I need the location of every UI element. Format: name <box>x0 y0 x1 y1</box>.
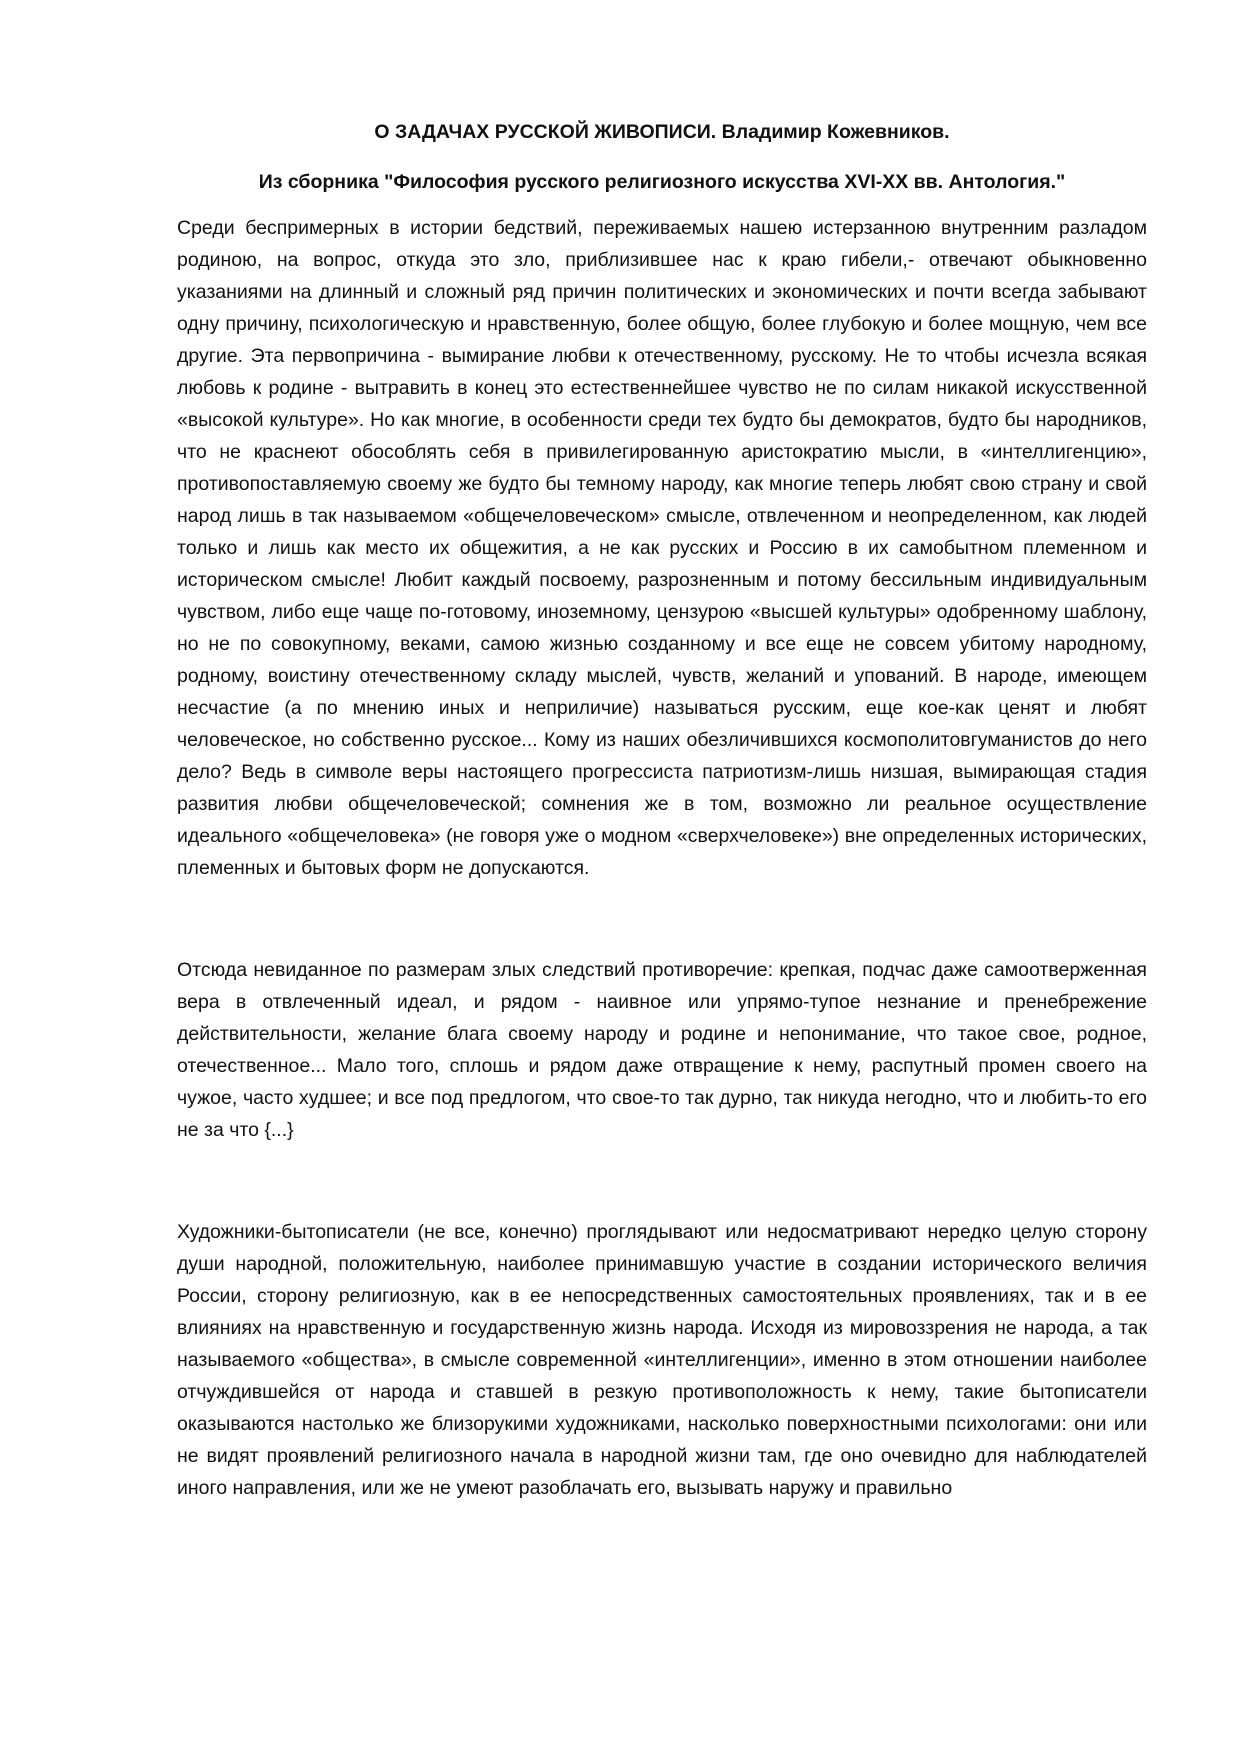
paragraph-spacer <box>177 1146 1147 1216</box>
document-page <box>177 118 1147 1504</box>
paragraph-3: Художники-бытописатели (не все, конечно) проглядывают или недосматривают нередко целую сторону души народной, положительную, наиболее принимавшую участие в создании исторического величия России, сторону религиозную, как в ее непосредственных самостоятельных проявлениях, так и в ее влияниях на нравственную и государственную жизнь народа. Исходя из мировоззрения не народа, а так называемого «общества», в смысле современной «интеллигенции», именно в этом отношении наиболее отчуждившейся от народа и ставшей в резкую противоположность к нему, такие бытописатели оказываются настолько же близорукими художниками, насколько поверхностными психологами: они или не видят проявлений религиозного начала в народной жизни там, где оно очевидно для наблюдателей иного направления, или же не умеют разоблачать его, вызывать наружу и правильно <box>177 1221 1147 1499</box>
document-title: О ЗАДАЧАХ РУССКОЙ ЖИВОПИСИ. Владимир Кожевников. <box>374 121 950 143</box>
paragraph-1: Среди беспримерных в истории бедствий, переживаемых нашею истерзанною внутренним разладом родиною, на вопрос, откуда это зло, приблизившее нас к краю гибели,- отвечают обыкновенно указаниями на длинный и сложный ряд причин политических и экономических и почти всегда забывают одну причину, психологическую и нравственную, более общую, более глубокую и более мощную, чем все другие. Эта первопричина - вымирание любви к отечественному, русскому. Не то чтобы исчезла всякая любовь к родине - вытравить в конец это естественнейшее чувство не по силам никакой искусственной «высокой культуре». Но как многие, в особенности среди тех будто бы демократов, будто бы народников, что не краснеют обособлять себя в привилегированную аристократию мысли, в «интеллигенцию», противопоставляемую своему же будто бы темному народу, как многие теперь любят свою страну и свой народ лишь в так называемом «общечеловеческом» смысле, отвлеченном и неопределенном, как людей только и лишь как место их общежития, а не как русских и Россию в их самобытном племенном и историческом смысле! Любит каждый посвоему, разрозненным и потому бессильным индивидуальным чувством, либо еще чаще по-готовому, иноземному, цензурою «высшей культуры» одобренному шаблону, но не по совокупному, веками, самою жизнью созданному и все еще не совсем убитому народному, родному, воистину отечественному складу мыслей, чувств, желаний и упований. В народе, имеющем несчастие (а по мнению иных и неприличие) называться русским, еще кое-как ценят и любят человеческое, но собственно русское... Кому из наших обезличившихся космополитовгуманистов до него дело? Ведь в символе веры настоящего прогрессиста патриотизм-лишь низшая, вымирающая стадия развития любви общечеловеческой; сомнения же в том, возможно ли реальное осуществление идеального «общечеловека» (не говоря уже о модном «сверхчеловеке») вне определенных исторических, племенных и бытовых форм не допускаются. <box>177 217 1147 879</box>
paragraph-spacer <box>177 884 1147 954</box>
paragraph-2: Отсюда невиданное по размерам злых следствий противоречие: крепкая, подчас даже самоотверженная вера в отвлеченный идеал, и рядом - наивное или упрямо-тупое незнание и пренебрежение действительности, желание блага своему народу и родине и непонимание, что такое свое, родное, отечественное... Мало того, сплошь и рядом даже отвращение к нему, распутный промен своего на чужое, часто худшее; и все под предлогом, что свое-то так дурно, так никуда негодно, что и любить-то его не за что {...} <box>177 959 1147 1141</box>
document-subtitle: Из сборника "Философия русского религиозного искусства XVI-XX вв. Антология." <box>258 171 1066 193</box>
